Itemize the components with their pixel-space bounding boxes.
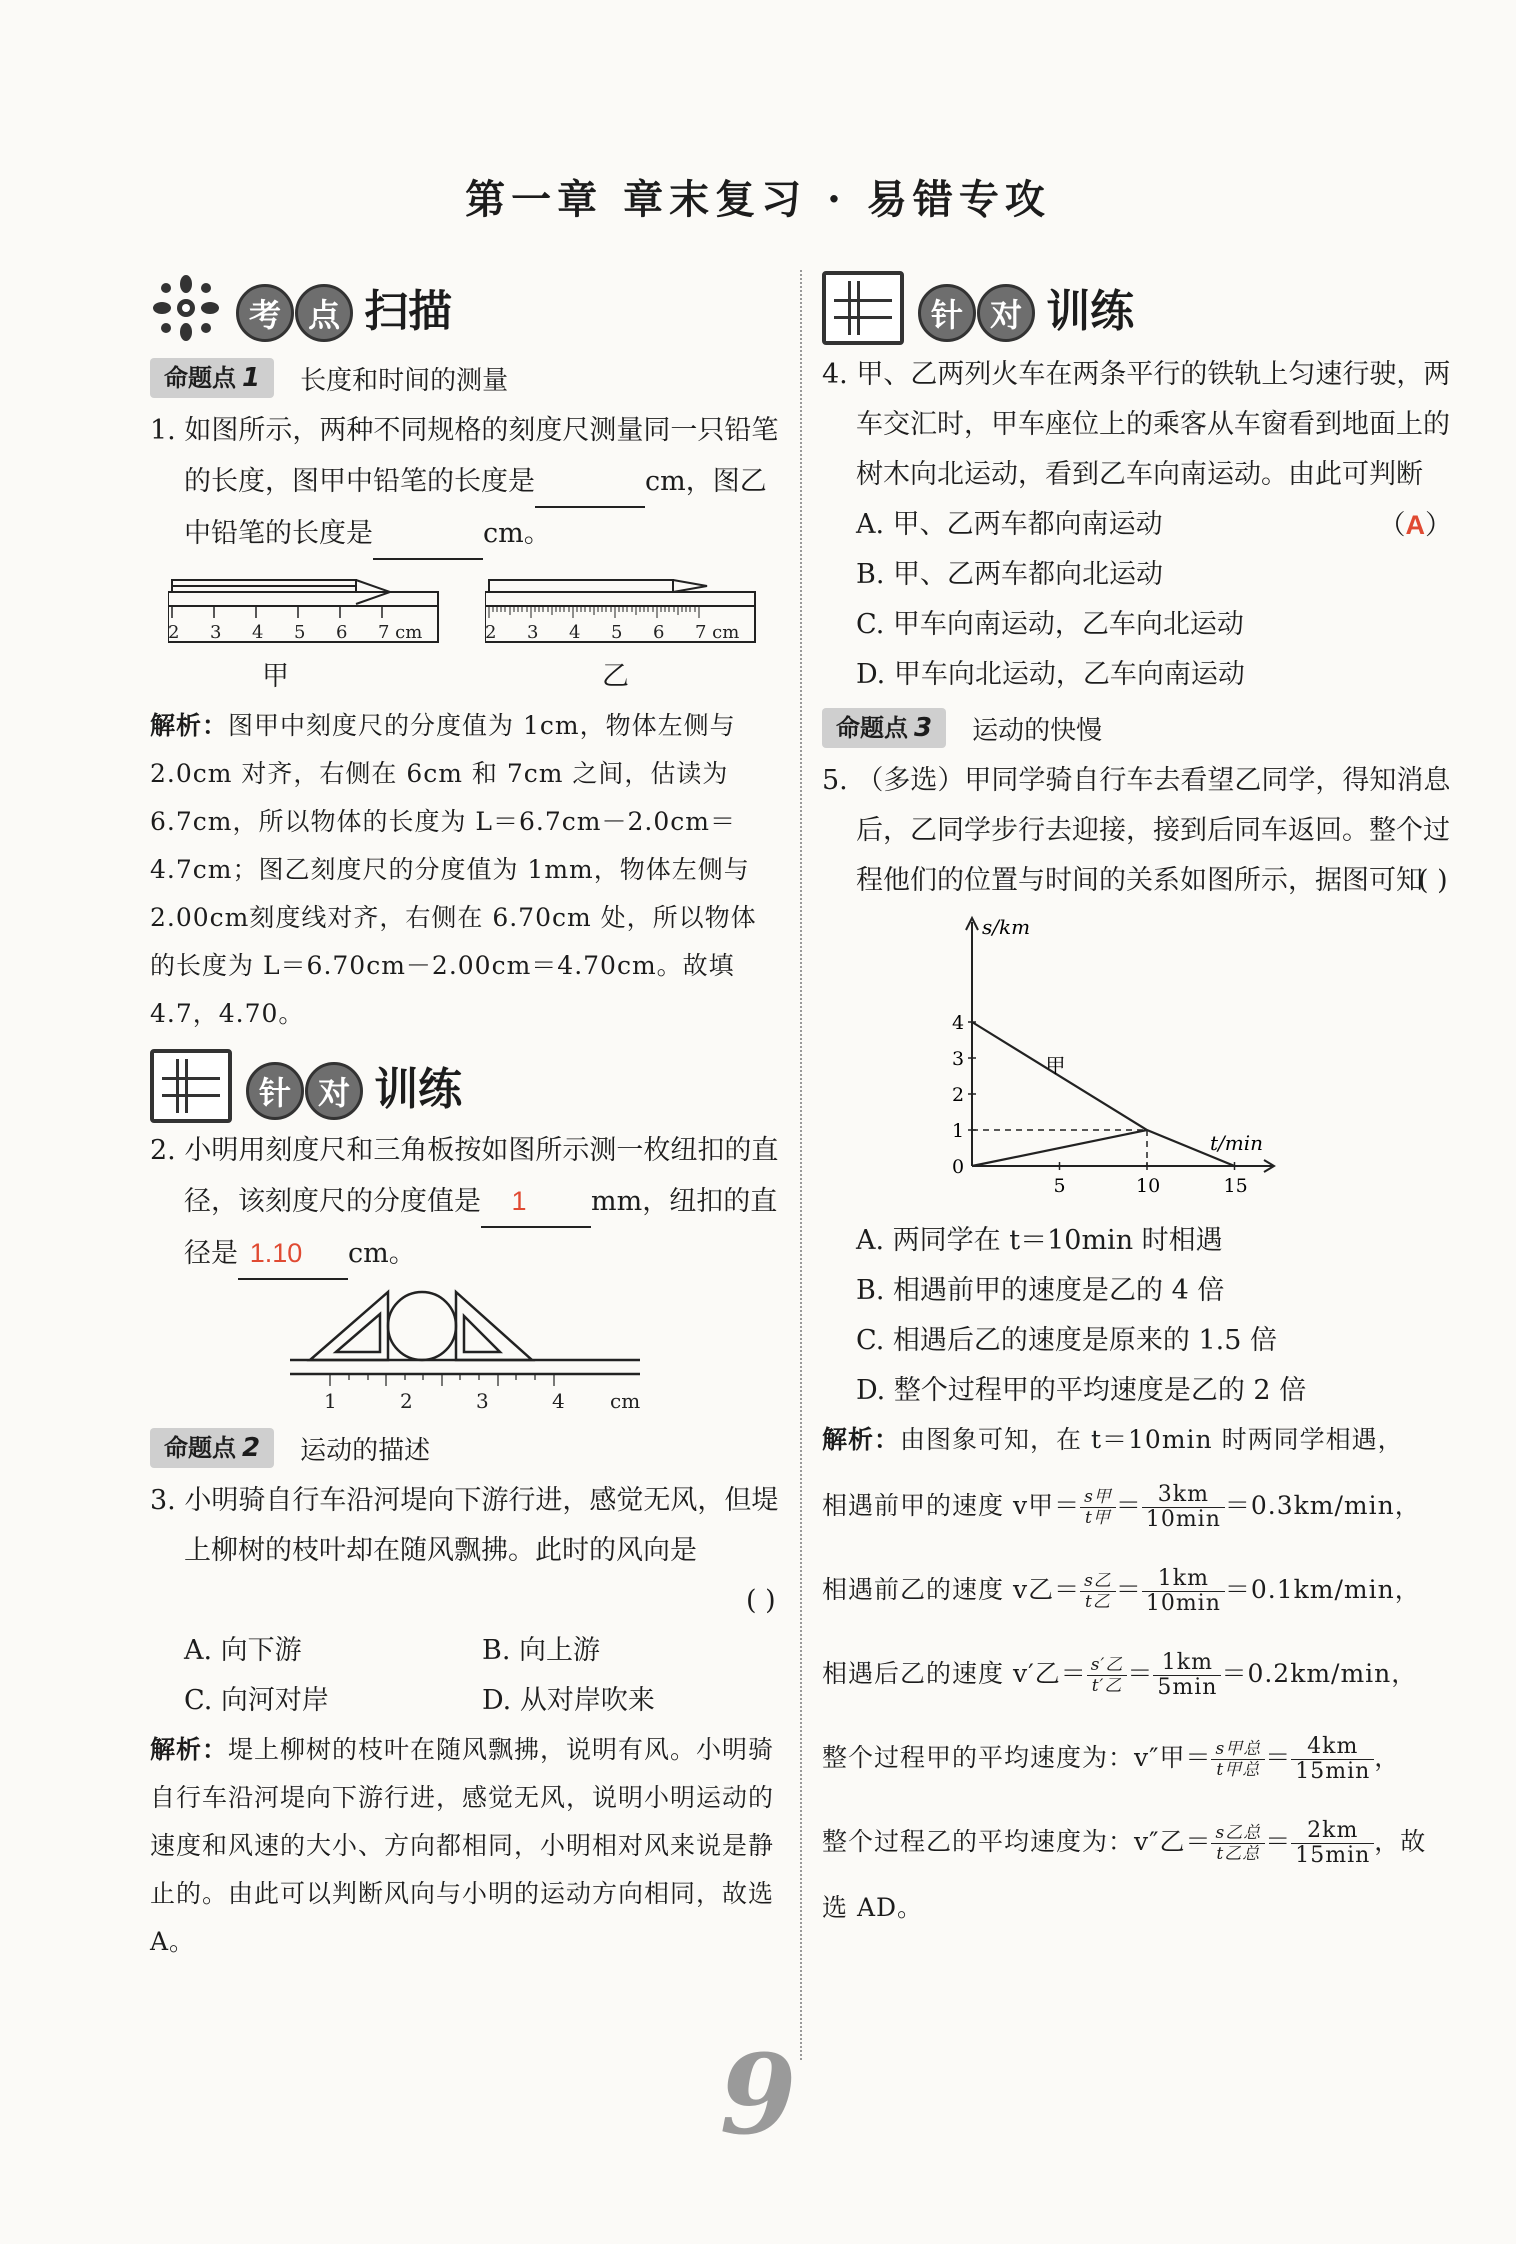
fraction: $\frac{4km}{15\min}$ — [1291, 1735, 1374, 1784]
tick-label: 7 cm — [695, 622, 740, 643]
q5-options — [822, 1216, 1452, 1416]
fraction: $\frac{\text{s乙}}{\text{t乙}}$ — [1080, 1571, 1116, 1612]
answer-blank[interactable] — [535, 456, 645, 508]
position-time-chart — [932, 912, 1292, 1212]
option-c[interactable]: C. 向河对岸 — [184, 1685, 329, 1716]
question-3: 3. 小明骑自行车沿河堤向下游行进，感觉无风，但堤上柳树的枝叶却在随风飘拂。此时的风向是 ( ) — [150, 1485, 779, 1616]
section-title-train: 针 对 训练 — [246, 1053, 462, 1120]
question-1: 1. 如图所示，两种不同规格的刻度尺测量同一只铅笔的长度，图甲中铅笔的长度是 cm，图乙中铅笔的长度是 cm。 — [150, 406, 780, 560]
option-d[interactable]: D. 整个过程甲的平均速度是乙的 2 倍 — [856, 1375, 1307, 1406]
tick-label: 3 — [527, 622, 539, 643]
notebook-icon — [822, 271, 904, 345]
topic-name: 运动的快慢 — [972, 715, 1103, 746]
tick-label: 2 — [485, 622, 497, 643]
topic-tag: 命题点 2 — [150, 1428, 274, 1468]
title-char: 对 — [977, 284, 1035, 342]
answer-value: A — [1405, 510, 1425, 540]
y-tick-label: 4 — [952, 1012, 965, 1034]
fraction: $\frac{\text{s乙总}}{\text{t乙总}}$ — [1211, 1823, 1265, 1864]
option-a[interactable]: A. 甲、乙两车都向南运动 — [856, 509, 1163, 540]
tick-label: 2 — [168, 622, 180, 643]
tick-label: 6 — [653, 622, 665, 643]
x-tick-label: 10 — [1136, 1175, 1161, 1197]
tick-label: 7 cm — [378, 622, 423, 643]
tick-label: 1 — [324, 1389, 337, 1413]
answer-blank[interactable] — [373, 508, 483, 560]
title-char: 针 — [246, 1062, 304, 1120]
fraction: $\frac{3km}{10\min}$ — [1142, 1483, 1225, 1532]
topic-3 — [822, 706, 1452, 750]
ruler-figures — [150, 572, 780, 702]
flower-icon — [150, 272, 222, 344]
fraction: $\frac{2km}{15\min}$ — [1291, 1819, 1374, 1868]
fraction: $\frac{1km}{5\min}$ — [1153, 1651, 1221, 1700]
section-header-train-right — [822, 268, 1452, 348]
formula-line: 相遇前甲的速度 v甲＝ $\frac{\text{s甲}}{\text{t甲}}$ ＝ $\frac{3km}{10\min}$ ＝0.3km/min， — [822, 1482, 1421, 1532]
option-b[interactable]: B. 甲、乙两车都向北运动 — [856, 559, 1164, 590]
topic-1 — [150, 356, 780, 400]
title-char: 考 — [236, 284, 294, 342]
title-char: 点 — [295, 284, 353, 342]
page-title: 第一章 章末复习 · 易错专攻 — [465, 176, 1051, 223]
formula-line: 整个过程甲的平均速度为：v″甲＝ $\frac{\text{s甲总}}{\text{t甲总}}$ ＝ $\frac{4km}{15\min}$ ， — [822, 1734, 1401, 1784]
section-header-scan — [150, 268, 780, 348]
figure-label-yi: 乙 — [602, 661, 629, 692]
notebook-icon — [150, 1049, 232, 1123]
tick-label: 4 — [569, 622, 581, 643]
formula-line: 相遇前乙的速度 v乙＝ $\frac{\text{s乙}}{\text{t乙}}$ ＝ $\frac{1km}{10\min}$ ＝0.1km/min， — [822, 1566, 1421, 1616]
title-char: 针 — [918, 284, 976, 342]
q3-analysis: 解析：堤上柳树的枝叶在随风飘拂，说明有风。小明骑自行车沿河堤向下游行进，感觉无风，说明小明运动的速度和风速的大小、方向都相同，小明相对风来说是静止的。由此可以判断风向与小明的运动方向相同，故选 A。 — [150, 1735, 775, 1956]
q4-options — [822, 500, 1452, 700]
section-title-train: 针 对 训练 — [918, 275, 1134, 342]
y-tick-label: 3 — [952, 1048, 965, 1070]
ruler-figure-yi — [485, 572, 765, 652]
topic-tag: 命题点 3 — [822, 708, 946, 748]
button-measure-figure — [290, 1288, 650, 1418]
section-title-scan: 考 点 扫描 — [236, 275, 452, 342]
q3-options — [150, 1626, 780, 1726]
tick-label: 3 — [476, 1389, 489, 1413]
question-5: 5. （多选）甲同学骑自行车去看望乙同学，得知消息后，乙同学步行去迎接，接到后同车返回。整个过程他们的位置与时间的关系如图所示，据图可知 ( ) — [822, 765, 1451, 896]
fraction: $\frac{\text{s甲}}{\text{t甲}}$ — [1080, 1487, 1116, 1528]
figure-label-jia: 甲 — [262, 661, 289, 692]
topic-2 — [150, 1426, 780, 1470]
option-a[interactable]: A. 两同学在 t＝10min 时相遇 — [856, 1225, 1223, 1256]
option-c[interactable]: C. 相遇后乙的速度是原来的 1.5 倍 — [856, 1325, 1277, 1356]
fraction: $\frac{\text{s′乙}}{\text{t′乙}}$ — [1087, 1655, 1128, 1696]
option-a[interactable]: A. 向下游 — [184, 1635, 302, 1666]
tick-label: cm — [610, 1389, 641, 1413]
tick-label: 6 — [336, 622, 348, 643]
option-c[interactable]: C. 甲车向南运动，乙车向北运动 — [856, 609, 1244, 640]
option-b[interactable]: B. 向上游 — [482, 1635, 601, 1666]
answer-blank-1[interactable]: 1 — [481, 1176, 591, 1228]
tick-label: 5 — [294, 622, 306, 643]
formula-line: 相遇后乙的速度 v′乙＝ $\frac{\text{s′乙}}{\text{t′乙}}$ ＝ $\frac{1km}{5\min}$ ＝0.2km/min， — [822, 1650, 1418, 1700]
q1-analysis: 解析：图甲中刻度尺的分度值为 1cm，物体左侧与 2.0cm 对齐，右侧在 6cm 和 7cm 之间，估读为 6.7cm，所以物体的长度为 L＝6.7cm－2.0cm＝4.7cm；图乙刻度尺的分度值为 1mm，物体左侧与 2.00cm刻度线对齐，右侧在 6.70cm 处，所以物体的长度为 L＝6.70cm－2.00cm＝4.70cm。故填 4.7，4.70。 — [150, 711, 757, 1028]
q5-analysis: 解析：由图象可知，在 t＝10min 时两同学相遇， 相遇前甲的速度 v甲＝ $\frac{\text{s甲}}{\text{t甲}}$ ＝ $\frac{3km}{10\min}$ ＝0.3km/min， 相遇前乙的速度 v乙＝ $\frac{\text{s乙}}{\text{t乙}}$ ＝ $\frac{1km}{10\min}$ ＝0.1km/min， 相遇后乙的速度 v′乙＝ $\frac{\text{s′乙}}{\text{t′乙}}$ ＝ $\frac{1km}{5\min}$ ＝0.2km/min， 整个过程甲的平均速度为：v″甲＝ $\frac{\text{s甲总}}{\text{t甲总}}$ ＝ $\frac{4km}{15\min}$ ， 整个过程乙的平均速度为：v″乙＝ $\frac{\text{s乙总}}{\text{t乙总}}$ ＝ $\frac{2km}{15\min}$ ，故 选 AD。 — [822, 1416, 1452, 1932]
option-d[interactable]: D. 甲车向北运动，乙车向南运动 — [856, 659, 1245, 690]
left-column — [150, 268, 780, 1966]
ruler-figure-jia — [168, 572, 448, 652]
topic-name: 长度和时间的测量 — [300, 365, 509, 396]
question-2: 2. 小明用刻度尺和三角板按如图所示测一枚纽扣的直径，该刻度尺的分度值是 1 mm，纽扣的直径是 1.10 cm。 — [150, 1126, 780, 1280]
column-divider — [800, 270, 802, 2060]
option-b[interactable]: B. 相遇前甲的速度是乙的 4 倍 — [856, 1275, 1225, 1306]
y-tick-label: 0 — [952, 1156, 965, 1178]
title-char: 对 — [305, 1062, 363, 1120]
tick-label: 4 — [252, 622, 264, 643]
tick-label: 3 — [210, 622, 222, 643]
page-number: 9 — [719, 2030, 797, 2159]
x-tick-label: 15 — [1223, 1175, 1248, 1197]
topic-tag: 命题点 1 — [150, 358, 274, 398]
fraction: $\frac{\text{s甲总}}{\text{t甲总}}$ — [1211, 1739, 1265, 1780]
y-tick-label: 2 — [952, 1084, 965, 1106]
question-4: 4. 甲、乙两列火车在两条平行的铁轨上匀速行驶，两车交汇时，甲车座位上的乘客从车窗看到地面上的树木向北运动，看到乙车向南运动。由此可判断 （A） — [822, 350, 1452, 500]
section-header-train — [150, 1046, 780, 1126]
fraction: $\frac{1km}{10\min}$ — [1142, 1567, 1225, 1616]
tick-label: 5 — [611, 622, 623, 643]
series-label: 甲 — [1045, 1053, 1066, 1078]
answer-blank-2[interactable]: 1.10 — [238, 1228, 348, 1280]
x-tick-label: 5 — [1053, 1175, 1066, 1197]
y-axis-label: s/km — [982, 915, 1031, 939]
right-column — [822, 268, 1452, 1932]
series-line-yi — [972, 1130, 1147, 1166]
y-tick-label: 1 — [952, 1120, 965, 1142]
tick-label: 2 — [400, 1389, 413, 1413]
series-line-jia — [972, 1022, 1235, 1166]
formula-line: 整个过程乙的平均速度为：v″乙＝ $\frac{\text{s乙总}}{\text{t乙总}}$ ＝ $\frac{2km}{15\min}$ ，故 — [822, 1818, 1427, 1868]
tick-label: 4 — [552, 1389, 565, 1413]
x-axis-label: t/min — [1210, 1131, 1264, 1155]
option-d[interactable]: D. 从对岸吹来 — [482, 1685, 655, 1716]
answer-bracket[interactable]: （A） — [1378, 510, 1452, 541]
final-answer: 选 AD。 — [822, 1893, 924, 1922]
topic-name: 运动的描述 — [300, 1435, 431, 1466]
